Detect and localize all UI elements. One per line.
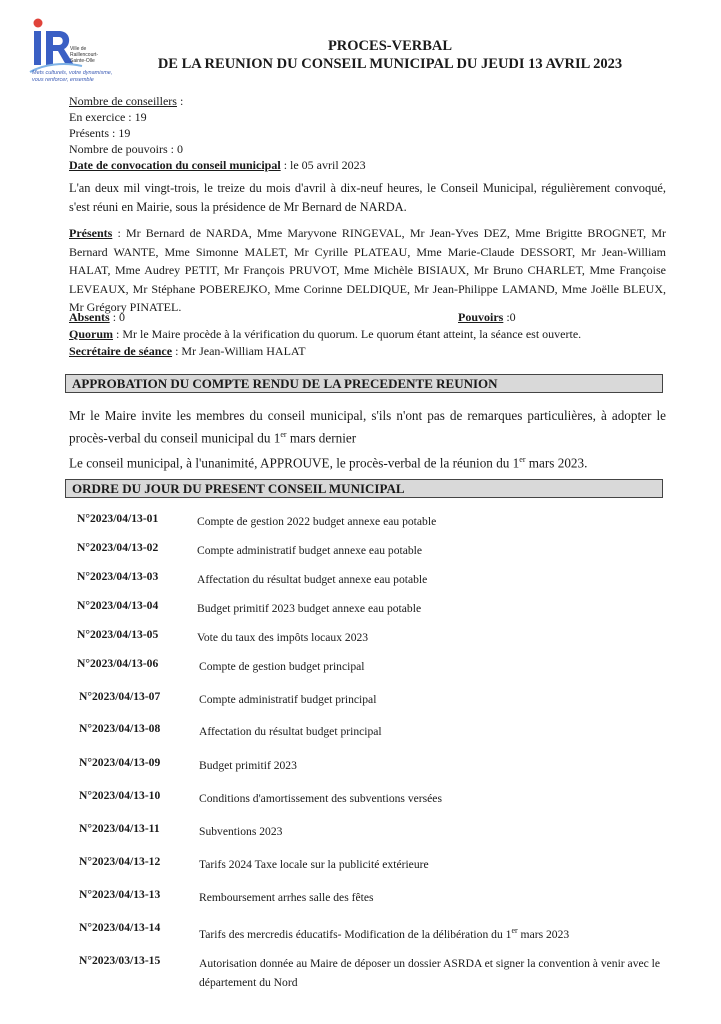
agenda-item [0,512,721,530]
agenda-item [0,541,721,559]
logo-tagline: Mets culturels, votre dynamisme, vous renforcer, ensemble [32,70,113,83]
agenda-item-number: N°2023/04/13-09 [79,756,161,769]
agenda-item-number: N°2023/04/13-04 [77,599,159,612]
logo-subtitle: Ville de Raillencourt-Sainte-Olle [70,46,99,64]
agenda-item-number: N°2023/04/13-11 [79,822,160,835]
quorum-line: Quorum : Mr le Maire procède à la vérification du quorum. Le quorum étant atteint, la séance est ouverte. [69,327,582,341]
agenda-item [0,789,721,807]
convocation-date: Date de convocation du conseil municipal : le 05 avril 2023 [69,158,366,172]
approbation-heading: APPROBATION DU COMPTE RENDU DE LA PRECEDENTE REUNION [65,374,663,393]
agenda-item-number: N°2023/04/13-12 [79,855,161,868]
approbation-paragraph-1: Mr le Maire invite les membres du conseil municipal, s'ils n'ont pas de remarques particulières, à adopter le procès-verbal du conseil municipal du 1er mars dernier [69,408,666,446]
agenda-item [0,599,721,617]
agenda-item-number: N°2023/04/13-13 [79,888,161,901]
agenda-item-title: Subventions 2023 [199,825,283,838]
agenda-item-number: N°2023/03/13-15 [79,954,161,967]
counts-pouvoirs: Nombre de pouvoirs : 0 [69,142,183,156]
counts-header: Nombre de conseillers : [69,94,184,108]
agenda-item-title: Budget primitif 2023 budget annexe eau potable [197,602,422,615]
agenda-item-number: N°2023/04/13-14 [79,921,161,934]
title-line-2: DE LA REUNION DU CONSEIL MUNICIPAL DU JEUDI 13 AVRIL 2023 [157,56,623,72]
counts-exercice: En exercice : 19 [69,110,147,124]
title-line-1: PROCES-VERBAL [327,38,453,54]
page-title [130,37,650,73]
agenda-item-title: Autorisation donnée au Maire de déposer un dossier ASRDA et signer la convention à venir avec le département du Nord [199,957,661,989]
agenda-item [0,921,721,939]
agenda-item [0,722,721,740]
agenda-item-number: N°2023/04/13-06 [77,657,159,670]
agenda-item-title: Affectation du résultat budget principal [199,725,382,738]
agenda-item [0,657,721,675]
agenda-item-number: N°2023/04/13-03 [77,570,159,583]
council-counts [69,93,665,173]
agenda-item [0,855,721,873]
agenda-item-title: Conditions d'amortissement des subventions versées [199,792,442,805]
agenda-item-title: Tarifs 2024 Taxe locale sur la publicité extérieure [199,858,429,871]
agenda-item-title: Compte administratif budget principal [199,693,377,706]
agenda-item [0,570,721,588]
agenda-item [0,756,721,774]
agenda-item-title: Vote du taux des impôts locaux 2023 [197,631,369,644]
intro-paragraph: L'an deux mil vingt-trois, le treize du mois d'avril à dix-neuf heures, le Conseil Municipal, régulièrement convoqué, s'est réuni en Mairie, sous la présidence de Mr Bernard de NARDA. [69,181,666,214]
agenda-item-title: Compte de gestion 2022 budget annexe eau potable [197,515,437,528]
agenda-item-title: Compte de gestion budget principal [199,660,365,673]
agenda-item-number: N°2023/04/13-05 [77,628,159,641]
agenda-item [0,888,721,906]
pouvoirs-line: Pouvoirs :0 [458,310,516,324]
agenda-item-number: N°2023/04/13-07 [79,690,161,703]
agenda-item-number: N°2023/04/13-02 [77,541,159,554]
agenda-item-title: Affectation du résultat budget annexe eau potable [197,573,428,586]
agenda-item [0,690,721,708]
agenda-item-number: N°2023/04/13-08 [79,722,161,735]
presents-paragraph: Présents : Mr Bernard de NARDA, Mme Maryvone RINGEVAL, Mr Jean-Yves DEZ, Mme Brigitte BROGNET, Mr Bernard WANTE, Mme Simonne MALET, Mr Cyrille PLATEAU, Mme Marie-Claude DESSORT, Mr Jean-William HALAT, Mme Audrey PETIT, Mr François PRUVOT, Mme Michèle BISIAUX, Mr Bruno CHARLET, Mme Françoise LEVEAUX, Mr Stéphane POBEREJKO, Mme Corinne DELDIQUE, Mr Jean-Philippe LAMAND, Mme Joëlle BLEUX, Mr Grégory PINATEL. [69,226,666,314]
agenda-item [0,954,721,989]
ordre-heading: ORDRE DU JOUR DU PRESENT CONSEIL MUNICIPAL [65,479,663,498]
agenda-item [0,628,721,646]
agenda-item-title: Compte administratif budget annexe eau potable [197,544,423,557]
counts-presents: Présents : 19 [69,126,131,140]
approbation-paragraph-2: Le conseil municipal, à l'unanimité, APPROUVE, le procès-verbal de la réunion du 1er mars 2023. [69,455,588,471]
absents-line: Absents : 0 [69,310,126,324]
secretaire-line: Secrétaire de séance : Mr Jean-William HALAT [69,344,306,358]
agenda-item-number: N°2023/04/13-10 [79,789,161,802]
agenda-item-title: Remboursement arrhes salle des fêtes [199,891,374,904]
agenda-item-number: N°2023/04/13-01 [77,512,159,525]
agenda-item-title: Tarifs des mercredis éducatifs- Modification de la délibération du 1er mars 2023 [199,926,570,941]
agenda-item [0,822,721,840]
agenda-item-title: Budget primitif 2023 [199,759,297,772]
